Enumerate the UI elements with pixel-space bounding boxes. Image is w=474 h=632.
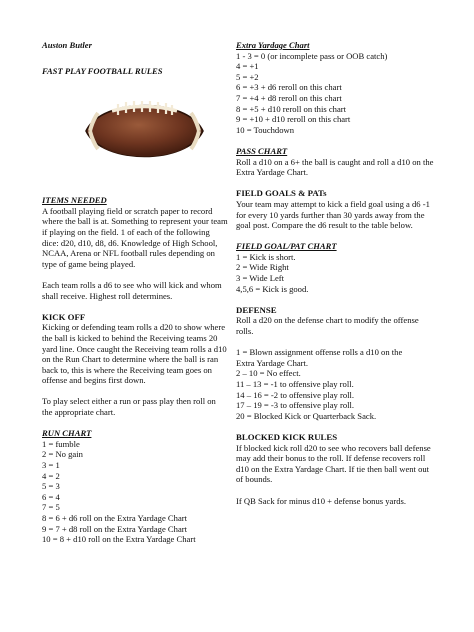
field-goals-heading: FIELD GOALS & PATs [236, 188, 327, 199]
team-roll-text: Each team rolls a d6 to see who will kick and whom shall receive. Highest roll determines. [42, 279, 222, 301]
run-chart-line: 1 = fumble [42, 438, 80, 449]
extra-yardage-heading: Extra Yardage Chart [236, 40, 310, 50]
right-column [236, 40, 436, 506]
run-chart-line: 10 = 8 + d10 roll on the Extra Yardage Chart [42, 534, 196, 545]
field-goals-text: Your team may attempt to kick a field goal using a d6 -1 for every 10 yards further than 30 yards away from the goal post. Compare the d6 result to the table below. [236, 198, 430, 231]
defense-text: Roll a d20 on the defense chart to modify the offense rolls. [236, 315, 419, 337]
extra-yardage-line: 4 = +1 [236, 61, 259, 72]
defense-line: 20 = Blocked Kick or Quarterback Sack. [236, 410, 377, 421]
run-chart-line: 6 = 4 [42, 491, 60, 502]
run-chart-heading: RUN CHART [42, 428, 92, 439]
run-chart-line: 7 = 5 [42, 502, 60, 513]
kickoff-text: Kicking or defending team rolls a d20 to show where the ball is kicked to behind the Receiving teams 20 yard line. Once caught the Receiving team rolls a d10 on the Run Chart to determine where the ball is ran back to, this is where the Receiving team goes on offense and begins first down. [42, 322, 227, 386]
document-title: FAST PLAY FOOTBALL RULES [42, 65, 163, 76]
field-goal-pat-line: 1 = Kick is short. [236, 251, 296, 262]
run-chart-line: 9 = 7 + d8 roll on the Extra Yardage Chart [42, 523, 188, 534]
pass-chart-heading: PASS CHART [236, 145, 288, 156]
run-chart-line: 2 = No gain [42, 449, 83, 460]
extra-yardage-line: 9 = +10 + d10 reroll on this chart [236, 114, 351, 125]
field-goal-pat-line: 4,5,6 = Kick is good. [236, 283, 309, 294]
extra-yardage-line: 6 = +3 + d6 reroll on this chart [236, 82, 342, 93]
left-column [42, 40, 228, 545]
run-chart-line: 4 = 2 [42, 470, 60, 481]
extra-yardage-line: 8 = +5 + d10 reroll on this chart [236, 103, 347, 114]
blocked-kick-text: If blocked kick roll d20 to see who recovers ball defense may add their bonus to the roll. If defense recovers roll d10 on the Extra Yardage Chart. If tie then ball went out of bounds. [236, 442, 431, 485]
run-chart-line: 8 = 6 + d6 roll on the Extra Yardage Chart [42, 513, 188, 523]
play-selection-text: To play select either a run or pass play then roll on the appropriate chart. [42, 396, 216, 418]
blocked-kick-heading: BLOCKED KICK RULES [236, 431, 338, 442]
run-chart-line: 5 = 3 [42, 481, 60, 492]
defense-line: 11 – 13 = -1 to offensive play roll. [236, 379, 354, 389]
football-illustration [82, 89, 207, 169]
kickoff-heading: KICK OFF [42, 311, 86, 322]
field-goal-pat-heading: FIELD GOAL/PAT CHART [236, 241, 337, 252]
author-name: Auston Butler [42, 40, 92, 50]
pass-chart-text: Roll a d10 on a 6+ the ball is caught and roll a d10 on the Extra Yardage Chart. [236, 156, 434, 178]
field-goal-pat-list [236, 252, 436, 294]
defense-line: 17 – 19 = -3 to offensive play roll. [236, 400, 355, 411]
defense-line: Extra Yardage Chart. [236, 357, 309, 368]
items-needed-heading: ITEMS NEEDED [42, 195, 107, 206]
defense-line: 14 – 16 = -2 to offensive play roll. [236, 389, 355, 400]
field-goal-pat-line: 2 = Wide Right [236, 262, 289, 273]
extra-yardage-line: 7 = +4 + d8 reroll on this chart [236, 92, 342, 103]
extra-yardage-list [236, 51, 436, 136]
defense-heading: DEFENSE [236, 304, 277, 315]
defense-line: 2 – 10 = No effect. [236, 368, 301, 379]
extra-yardage-line: 5 = +2 [236, 71, 259, 82]
defense-line: 1 = Blown assignment offense rolls a d10 on the [236, 347, 403, 358]
extra-yardage-line: 1 - 3 = 0 (or incomplete pass or OOB catch) [236, 50, 388, 61]
run-chart-line: 3 = 1 [42, 460, 60, 471]
field-goal-pat-line: 3 = Wide Left [236, 273, 285, 284]
qb-sack-text: If QB Sack for minus d10 + defense bonus yards. [236, 495, 407, 506]
extra-yardage-line: 10 = Touchdown [236, 124, 295, 135]
run-chart-list [42, 439, 228, 545]
items-needed-text: A football playing field or scratch paper to record where the ball is at. Something to represent your team if playing on the field. 1 of each of the following dice: d20, d10, d8, d6. Knowledge of High School, NCAA, Arena or NFL football rules depending on type of game being played. [42, 205, 228, 269]
defense-list [236, 347, 436, 421]
